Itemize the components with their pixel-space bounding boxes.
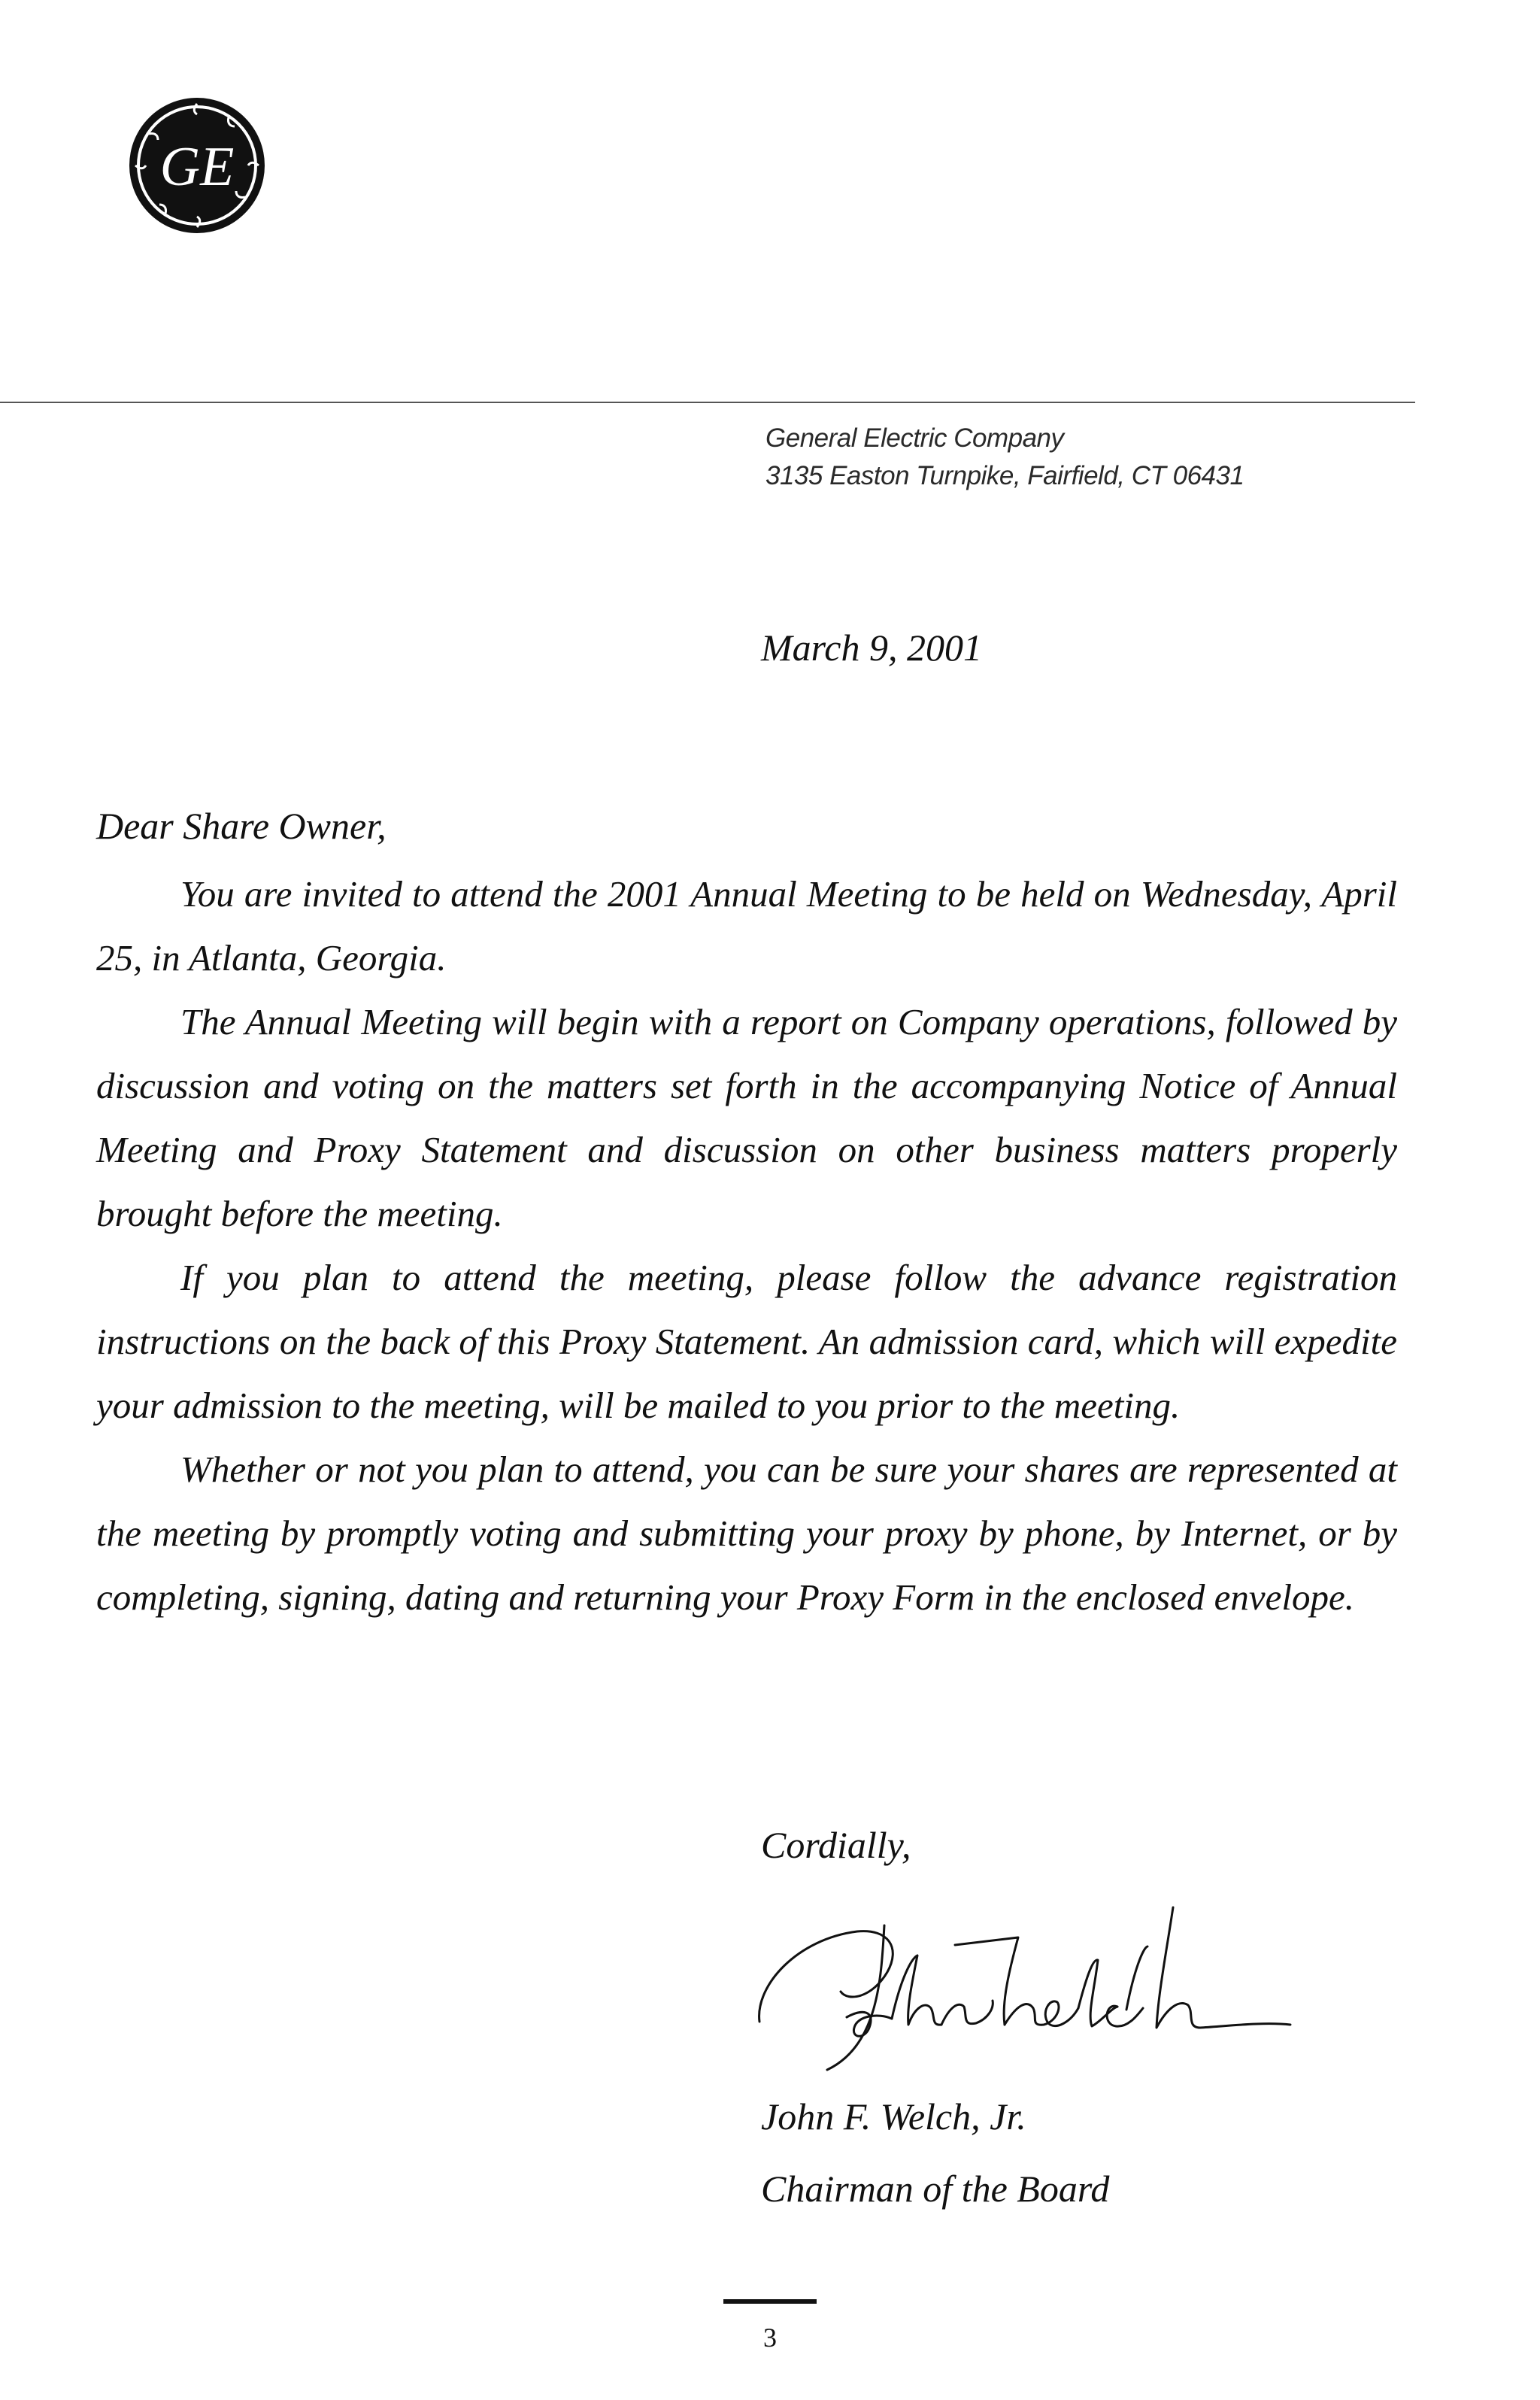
page-number: 3 bbox=[763, 2323, 777, 2353]
company-street-address: 3135 Easton Turnpike, Fairfield, CT 06431 bbox=[765, 461, 1244, 490]
page-number-rule bbox=[723, 2299, 817, 2304]
letterhead-address bbox=[765, 420, 1244, 495]
signer-block bbox=[761, 2080, 1109, 2225]
body-paragraph: The Annual Meeting will begin with a report on Company operations, followed by discussion and voting on the matters set forth in the accompanying Notice of Annual Meeting and Proxy Statement and discussion on other business matters properly brought before the meeting. bbox=[96, 1001, 1397, 1234]
closing: Cordially, bbox=[761, 1824, 911, 1866]
letter-date: March 9, 2001 bbox=[761, 627, 982, 669]
svg-text:GE: GE bbox=[159, 136, 235, 198]
letter-body bbox=[96, 862, 1397, 1629]
body-paragraph: Whether or not you plan to attend, you can be sure your shares are represented at the meeting by promptly voting and submitting your proxy by phone, by Internet, or by completing, signing, dating and returning your Proxy Form in the enclosed envelope. bbox=[96, 1449, 1397, 1618]
salutation: Dear Share Owner, bbox=[96, 805, 387, 847]
body-paragraph: You are invited to attend the 2001 Annual Meeting to be held on Wednesday, April 25, in Atlanta, Georgia. bbox=[96, 873, 1397, 979]
signer-name: John F. Welch, Jr. bbox=[761, 2095, 1026, 2138]
handwritten-signature bbox=[752, 1895, 1293, 2076]
ge-logo-icon bbox=[128, 96, 266, 235]
company-name: General Electric Company bbox=[765, 423, 1064, 453]
signer-title: Chairman of the Board bbox=[761, 2168, 1110, 2210]
header-divider bbox=[0, 402, 1415, 403]
body-paragraph: If you plan to attend the meeting, please follow the advance registration instructions on the back of this Proxy Statement. An admission card, which will expedite your admission to the meeting, will be mailed to you prior to the meeting. bbox=[96, 1257, 1397, 1426]
